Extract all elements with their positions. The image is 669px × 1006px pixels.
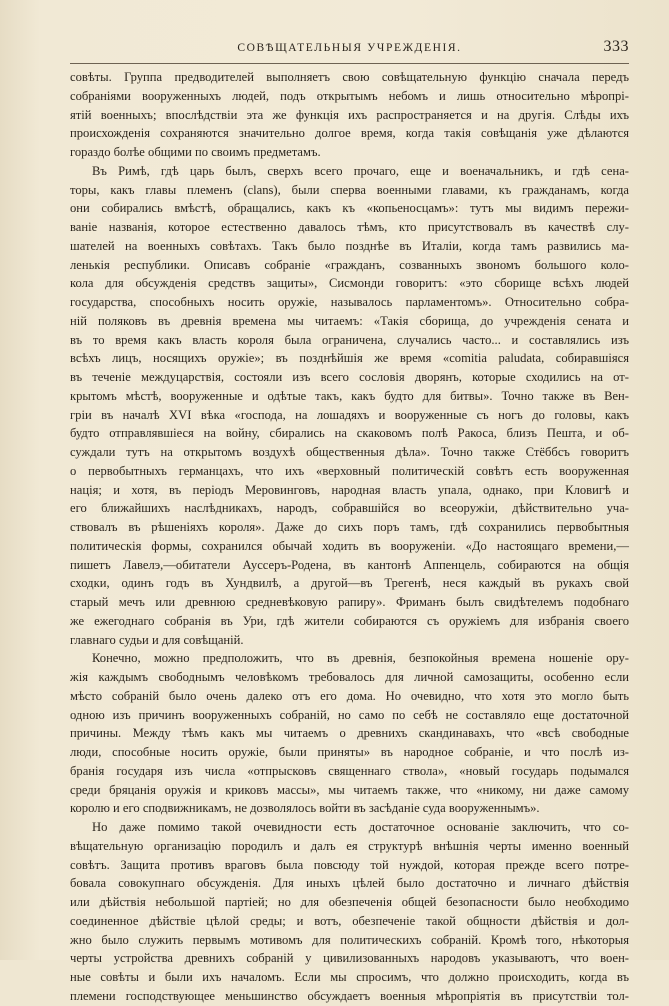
- text-line: ваніе названія, которое естественно давалось тѣмъ, кто присутствовалъ въ качествѣ слу-: [70, 220, 629, 234]
- text-line: пишетъ Лавелэ,—обитатели Ауссеръ-Родена, въ кантонѣ Аппенцель, собираются на общія: [70, 557, 629, 572]
- text-line: бранія государя изъ числа «отпрысковъ священнаго ствола», «новый государь подымался: [70, 763, 629, 778]
- text-line: или дѣйствія небольшой партіей; но для обезпеченія общей безопасности было необходимо: [70, 895, 629, 909]
- text-line: соединенное дѣйствіе цѣлой среды; и вотъ, обезпеченіе такой общности дѣйствія и дол-: [70, 913, 629, 928]
- body-text: [70, 68, 629, 1006]
- text-line: одною изъ причинъ вооруженныхъ собраній, но само по себѣ не составляло еще достаточной: [70, 707, 629, 722]
- text-line: въ теченіе междуцарствія, состояли изъ всего сословія дворянъ, которые сходились на от-: [70, 370, 629, 384]
- text-line: гораздо болѣе общими по своимъ предметамъ.: [70, 145, 321, 159]
- text-line: политическія формы, сохранился обычай ходить въ вооруженіи. «До настоящаго времени,—: [70, 538, 629, 553]
- text-line: сходки, одинъ годъ въ Хундвилѣ, а другой—въ Трегенѣ, неся каждый въ рукахъ свой: [70, 576, 629, 591]
- text-line: королю и его сподвижникамъ, не дозволялось войти въ засѣданіе суда вооруженнымъ».: [70, 801, 540, 816]
- text-line: жія каждымъ свободнымъ человѣкомъ требовалось для личной самозащиты, особенно если: [70, 670, 629, 684]
- text-line: они собирались вмѣстѣ, обращались, какъ къ «копьеносцамъ»: тутъ мы видимъ пережи-: [70, 201, 629, 216]
- header-rule: [70, 63, 629, 64]
- text-line: старый мечъ или древнюю средневѣковую рапиру». Фриманъ былъ свидѣтелемъ подобнаго: [70, 595, 629, 609]
- text-line: суждали тутъ на открытомъ воздухѣ общественныя дѣла». Точно также Стёббсъ говоритъ: [70, 445, 629, 459]
- page-number: 333: [603, 38, 629, 55]
- text-line: шателей на военныхъ совѣтахъ. Такъ было позднѣе въ Италіи, когда тамъ развились ма-: [70, 238, 629, 253]
- text-line: племени господствующее меньшинство обсуждаетъ военныя мѣропріятія въ присутствіи тол-: [70, 988, 629, 1003]
- running-title: СОВѢЩАТЕЛЬНЫЯ УЧРЕЖДЕНІЯ.: [237, 42, 462, 54]
- text-line: его ближайшихъ наслѣдникахъ, народъ, собравшійся во всеоружіи, дѣйствительно уча-: [70, 501, 629, 516]
- text-line: жно было служить первымъ мотивомъ для политическихъ собраній. Кромѣ того, нѣкоторыя: [70, 932, 629, 947]
- text-line: о первобытныхъ германцахъ, что ихъ «верховный политическій совѣтъ есть вооруженная: [70, 463, 629, 478]
- text-line: ные совѣты и были ихъ началомъ. Если мы спросимъ, что должно происходить, когда въ: [70, 970, 629, 984]
- text-line: причины. Между тѣмъ какъ мы читаемъ о древнихъ скандинавахъ, что «всѣ свободные: [70, 726, 629, 741]
- text-line: же ежегоднаго собранія въ Ури, гдѣ жители собираются съ оружіемъ для избранія своего: [70, 613, 629, 628]
- text-line: Конечно, можно предположить, что въ древнія, безпокойныя времена ношеніе ору-: [92, 651, 629, 666]
- text-line: кола для обсужденія средствъ защиты», Сисмонди говоритъ: «это сборище всѣхъ людей: [70, 276, 629, 291]
- text-line: ятій военныхъ; впослѣдствіи эта же функція ихъ распространяется и на другія. Слѣды ихъ: [70, 107, 629, 122]
- text-line: совѣты. Группа предводителей выполняетъ свою совѣщательную функцію сначала передъ: [70, 70, 629, 84]
- text-line: главнаго судьи и для совѣщаній.: [70, 632, 244, 647]
- text-line: государства, способныхъ носить оружіе, называлось парламентомъ». Относительно собра-: [70, 295, 629, 309]
- text-line: будто отправлявшіеся на войну, сбирались на скаковомъ полѣ Ракоса, близъ Пешта, и об-: [70, 426, 629, 441]
- text-line: происхожденія сохраняются значительно долгое время, когда такія совѣщанія уже дѣлаются: [70, 126, 629, 141]
- running-head: [70, 38, 629, 58]
- text-line: бовала совокупнаго обсужденія. Для иныхъ цѣлей было достаточно и личнаго дѣйствія: [70, 876, 629, 891]
- text-line: черты устройства древнихъ собраній у цивилизованныхъ народовъ указываютъ, что воен-: [70, 951, 629, 966]
- text-line: нація; и хотя, въ періодъ Меровинговъ, народная власть упала, однако, при Кловигѣ и: [70, 482, 629, 497]
- text-line: ленькія республики. Описавъ собраніе «гражданъ, созванныхъ звономъ большого коло-: [70, 257, 629, 272]
- text-line: Въ Римѣ, гдѣ царь былъ, сверхъ всего прочаго, еще и военачальникъ, и гдѣ сена-: [92, 163, 629, 178]
- text-line: крытомъ мѣстѣ, вооруженные и одѣтые такъ, какъ будто для битвы». Точно также въ Вен-: [70, 388, 629, 403]
- text-line: совѣтъ. Защита противъ враговъ была повсюду той нуждой, которая прежде всего потре-: [70, 857, 629, 872]
- text-line: всѣхъ лицъ, носящихъ оружіе»; въ позднѣйшія же время «comitia paludata, собиравшіяся: [70, 351, 629, 366]
- text-line: мѣсто собраній было очень далеко отъ его дома. Но очевидно, что хотя это могло быть: [70, 688, 629, 703]
- text-line: въ то время какъ власть короля была ограничена, случались часто... и составлялись изъ: [70, 332, 629, 347]
- text-line: гріи въ началѣ XVI вѣка «господа, на лошадяхъ и вооруженные съ ногъ до головы, какъ: [70, 407, 629, 422]
- text-line: торы, какъ главы племенъ (clans), были сперва военными главами, къ гражданамъ, когда: [70, 182, 629, 197]
- text-line: вѣщательную организацію породилъ и далъ ея структурѣ внѣшнія черты именно военный: [70, 838, 629, 853]
- text-line: люди, способные носить оружіе, были приняты» въ народное собраніе, и что послѣ из-: [70, 745, 629, 759]
- text-line: собраніями вооруженныхъ людей, подъ открытымъ небомъ и лишь относительно мѣропрі-: [70, 88, 629, 103]
- text-line: среди бряцанія оружія и криковъ массы», мы читаемъ также, что «никому, ни даже самому: [70, 782, 629, 797]
- text-line: ствовалъ въ рѣшеніяхъ короля». Даже до сихъ поръ тамъ, гдѣ сохранились первобытныя: [70, 520, 629, 534]
- text-line: Но даже помимо такой очевидности есть достаточное основаніе заключить, что со-: [92, 820, 629, 834]
- text-line: ній поляковъ въ древнія времена мы читаемъ: «Такія сборища, до учрежденія сената и: [70, 313, 629, 328]
